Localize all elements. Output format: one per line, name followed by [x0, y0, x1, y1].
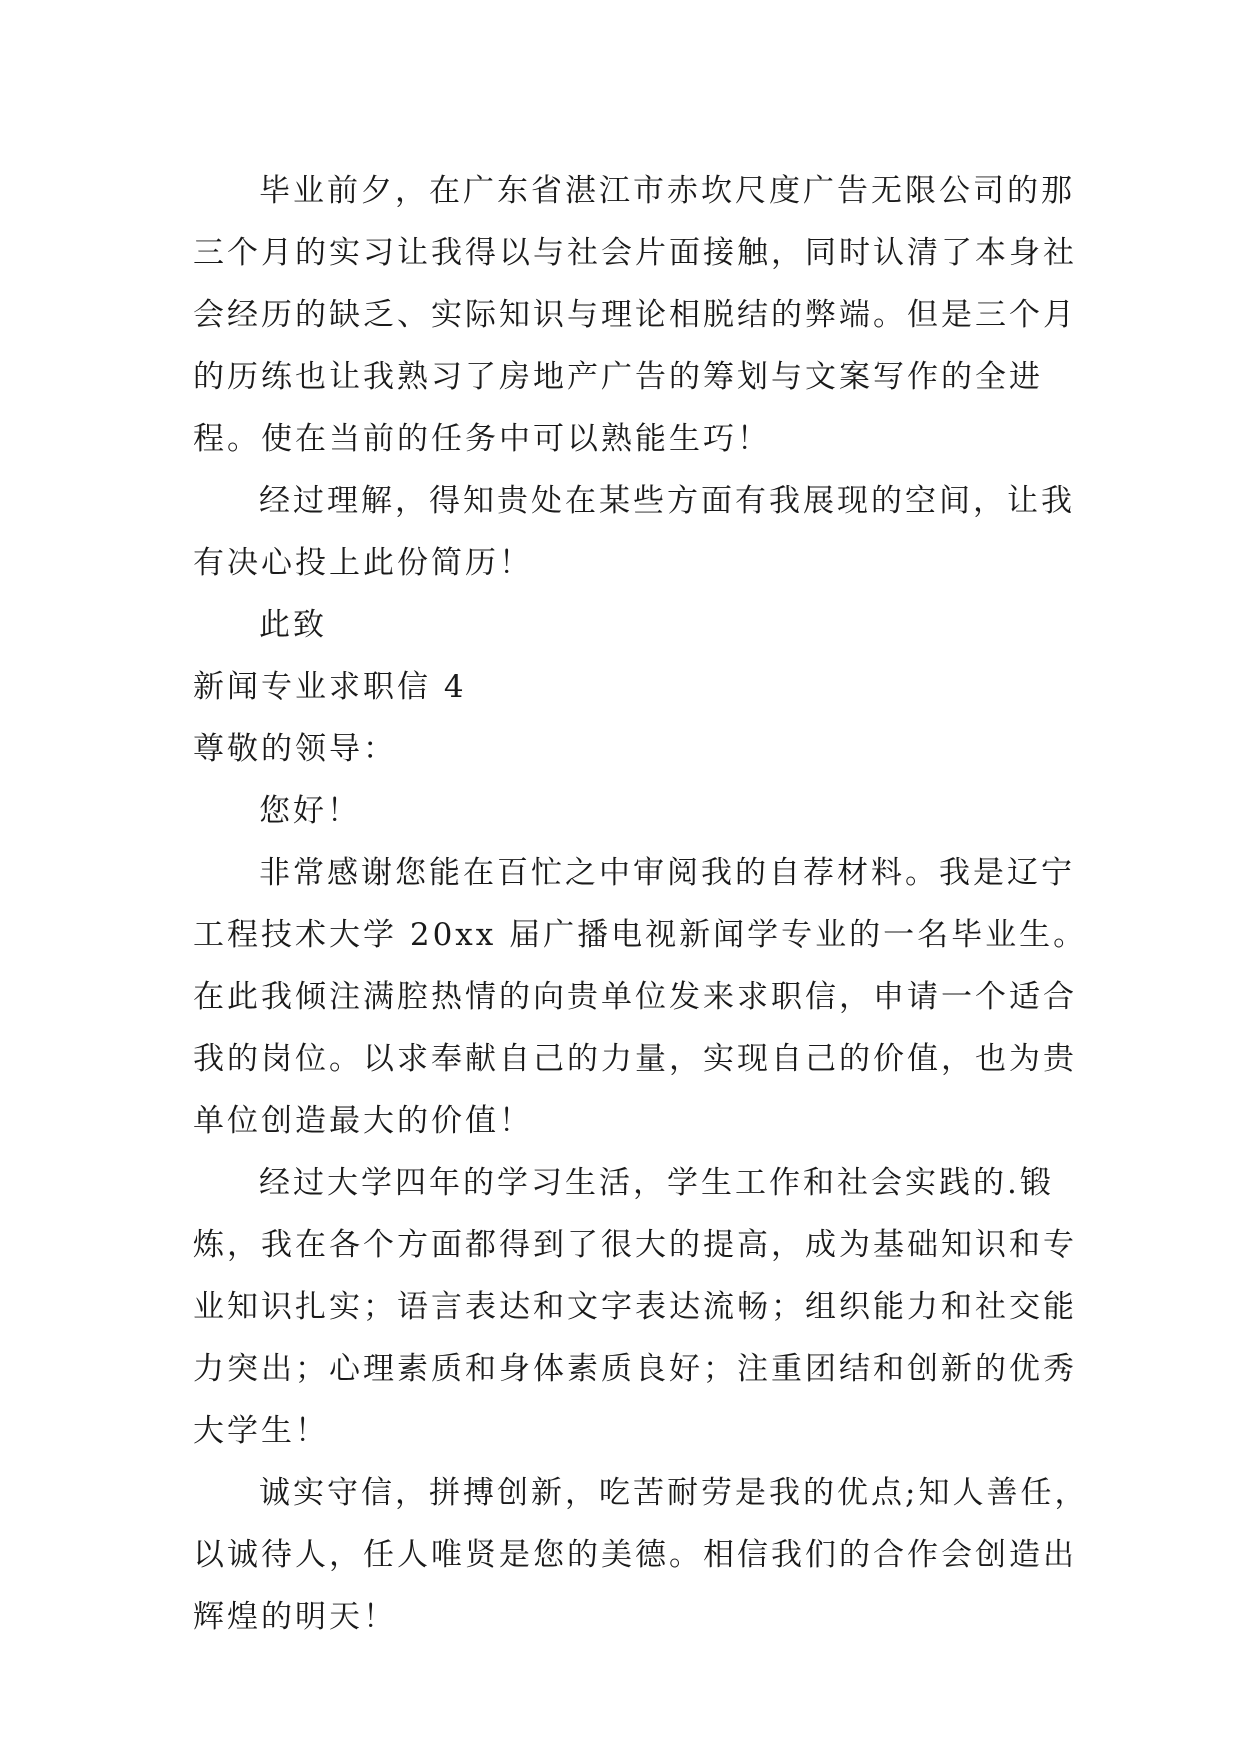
text-line: 炼，我在各个方面都得到了很大的提高，成为基础知识和专	[193, 1227, 1077, 1263]
text-line: 三个月的实习让我得以与社会片面接触，同时认清了本身社	[193, 235, 1077, 271]
greeting-addressee: 尊敬的领导：	[193, 731, 397, 767]
text-line: 辉煌的明天！	[193, 1599, 397, 1635]
text-line: 非常感谢您能在百忙之中审阅我的自荐材料。我是辽宁	[259, 855, 1075, 891]
text-line: 的历练也让我熟习了房地产广告的筹划与文案写作的全进	[193, 359, 1043, 395]
text-line: 诚实守信，拼搏创新，吃苦耐劳是我的优点;知人善任，	[259, 1475, 1089, 1511]
letter-body	[193, 160, 1089, 1648]
text-line: 有决心投上此份简历！	[193, 545, 533, 581]
text-line: 工程技术大学 20xx 届广播电视新闻学专业的一名毕业生。	[193, 917, 1088, 953]
section-title: 新闻专业求职信 4	[193, 669, 467, 705]
text-line: 会经历的缺乏、实际知识与理论相脱结的弊端。但是三个月	[193, 297, 1077, 333]
text-line: 经过理解，得知贵处在某些方面有我展现的空间，让我	[259, 483, 1075, 519]
text-line: 业知识扎实；语言表达和文字表达流畅；组织能力和社交能	[193, 1289, 1077, 1325]
text-line: 大学生！	[193, 1413, 329, 1449]
text-line: 在此我倾注满腔热情的向贵单位发来求职信，申请一个适合	[193, 979, 1077, 1015]
closing-salutation: 此致	[259, 607, 327, 643]
greeting: 您好！	[259, 793, 361, 829]
text-line: 力突出；心理素质和身体素质良好；注重团结和创新的优秀	[193, 1351, 1077, 1387]
text-line: 单位创造最大的价值！	[193, 1103, 533, 1139]
text-line: 我的岗位。以求奉献自己的力量，实现自己的价值，也为贵	[193, 1041, 1077, 1077]
text-line: 经过大学四年的学习生活，学生工作和社会实践的.锻	[259, 1165, 1054, 1201]
text-line: 以诚待人，任人唯贤是您的美德。相信我们的合作会创造出	[193, 1537, 1077, 1573]
text-line: 程。使在当前的任务中可以熟能生巧！	[193, 421, 771, 457]
text-line: 毕业前夕，在广东省湛江市赤坎尺度广告无限公司的那	[259, 173, 1075, 209]
